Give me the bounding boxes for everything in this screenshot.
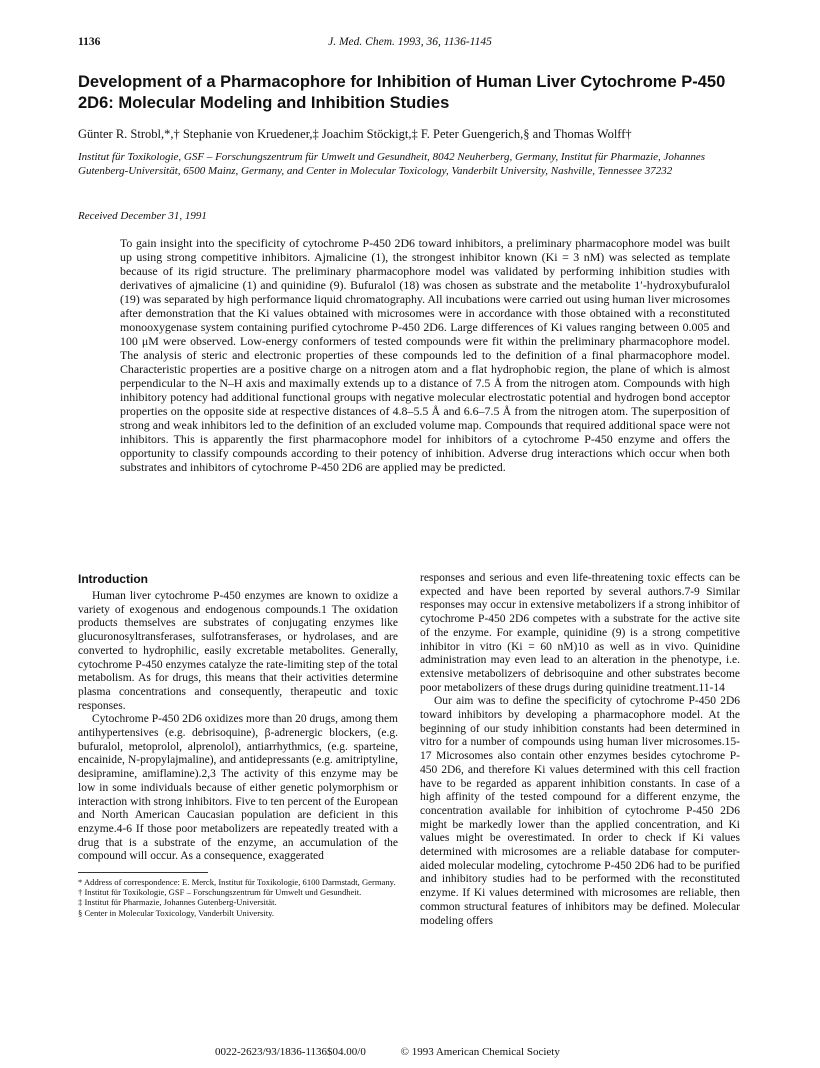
section-heading-introduction: Introduction bbox=[78, 572, 148, 586]
footnote: § Center in Molecular Toxicology, Vanderbilt University. bbox=[78, 907, 275, 918]
affiliations: Institut für Toxikologie, GSF – Forschungszentrum für Umwelt und Gesundheit, 8042 Neuherberg, Germany, Institut für Pharmazie, Johannes Gutenberg-Universität, 6500 Mainz, Germany, and Center in Molecular Toxicology, Vanderbilt University, Nashville, Tennessee 37232 bbox=[78, 151, 706, 177]
left-column bbox=[78, 572, 398, 918]
footnote: † Institut für Toxikologie, GSF – Forschungszentrum für Umwelt und Gesundheit. bbox=[78, 887, 362, 898]
footnote: ‡ Institut für Pharmazie, Johannes Gutenberg-Universität. bbox=[78, 897, 277, 908]
running-head bbox=[78, 36, 742, 52]
received-date: Received December 31, 1991 bbox=[78, 210, 207, 222]
body-paragraph: Our aim was to define the specificity of cytochrome P-450 2D6 toward inhibitors by developing a pharmacophore model. At the beginning of our study inhibition constants had been determined in vitro for a number of compounds using human liver microsomes.15-17 Microsomes also contain other enzymes besides cytochrome P-450 2D6, and therefore Ki values determined with this cell fraction have to be regarded as apparent inhibition constants. In case of a high affinity of the tested compound for a different enzyme, the concentration available for inhibition of cytochrome P-450 2D6 might be markedly lower than the applied concentration, and Ki values might be overestimated. In order to check if Ki values determined with microsomes are a reliable database for computer-aided molecular modeling, cytochrome P-450 2D6 had to be purified and inhibitory studies had to be performed with the reconstituted enzyme. If Ki values determined with microsomes are reliable, then common structural features of inhibitors may be defined. Molecular modeling offers bbox=[420, 695, 740, 927]
footnote: * Address of correspondence: E. Merck, Institut für Toxikologie, 6100 Darmstadt, Germany. bbox=[78, 877, 396, 888]
page-number: 1136 bbox=[78, 36, 101, 48]
article-title: Development of a Pharmacophore for Inhibition of Human Liver Cytochrome P-450 2D6: Molecular Modeling and Inhibition Studies bbox=[78, 73, 726, 112]
author-list: Günter R. Strobl,*,† Stephanie von Kruedener,‡ Joachim Stöckigt,‡ F. Peter Guengerich,§ and Thomas Wolff† bbox=[78, 127, 632, 141]
footnote-divider bbox=[78, 872, 208, 873]
body-paragraph: responses and serious and even life-threatening toxic effects can be expected and have been reported by several authors.7-9 Similar responses may occur in extensive metabolizers if a strong inhibitor of cytochrome P-450 2D6 competes with a substrate for the active site of the enzyme. For example, quinidine (9) is a strong competitive inhibitor in vitro (Ki = 60 nM)10 as well as in vivo. Quinidine administration may even lead to an alteration in the phenotype, i.e. extensive metabolizers of debrisoquine and other substrates become poor metabolizers of these drugs during quinidine treatment.11-14 bbox=[420, 572, 740, 694]
right-column bbox=[420, 572, 740, 928]
body-paragraph: Cytochrome P-450 2D6 oxidizes more than 20 drugs, among them antihypertensives (e.g. debrisoquine), β-adrenergic blockers, (e.g. bufuralol, metoprolol, alprenolol), antiarrhythmics, (e.g. sparteine, encainide, N-propylajmaline), and antidepressants (e.g. amitriptyline, desipramine, amiflamine).2,3 The activity of this enzyme may be low in some individuals because of either genetic polymorphism or interaction with strong inhibitors. Five to ten percent of the European and North American Caucasian population are deficient in this enzyme.4-6 If those poor metabolizers are repeatedly treated with a drug that is a substrate of the enzyme, an accumulation of the compound will occur. As a consequence, exaggerated bbox=[78, 713, 398, 863]
abstract: To gain insight into the specificity of cytochrome P-450 2D6 toward inhibitors, a preliminary pharmacophore model was built up using strong competitive inhibitors. Ajmalicine (1), the strongest inhibitor known (Ki = 3 nM) was selected as template because of its rigid structure. The preliminary pharmacophore model was validated by performing inhibition studies with derivatives of ajmalicine (1) and quinidine (9). Bufuralol (18) was chosen as substrate and the metabolite 1′-hydroxybufuralol (19) was separated by high performance liquid chromatography. All incubations were carried out using human liver microsomes after demonstration that the Ki values obtained with microsomes were in accordance with those obtained with a reconstituted monooxygenase system containing purified cytochrome P-450 2D6. Large differences of Ki values ranging between 0.005 and 100 μM were observed. Low-energy conformers of tested compounds were fit within the preliminary pharmacophore model. The analysis of steric and electronic properties of these compounds led to the definition of a final pharmacophore model. Characteristic properties are a positive charge on a nitrogen atom and a flat hydrophobic region, the plane of which is almost perpendicular to the N–H axis and maximally extends up to a distance of 7.5 Å from the nitrogen atom. Compounds with high inhibitory potency had additional functional groups with negative molecular electrostatic potential and hydrogen bond acceptor properties on the opposite side at respective distances of 4.8–5.5 Å and 6.6–7.5 Å from the nitrogen atom. The superposition of strong and weak inhibitors led to the definition of an excluded volume map. Compounds that required additional space were not inhibitors. This is apparently the first pharmacophore model for inhibitors of a cytochrome P-450 enzyme and offers the opportunity to classify compounds according to their potency of inhibition. Adverse drug interactions which occur when both substrates and inhibitors of cytochrome P-450 2D6 are applied may be predicted. bbox=[120, 236, 730, 474]
body-columns bbox=[78, 572, 740, 1040]
copyright-notice: © 1993 American Chemical Society bbox=[400, 1046, 560, 1058]
body-paragraph: Human liver cytochrome P-450 enzymes are known to oxidize a variety of exogenous and endogenous compounds.1 The oxidation products themselves are substrates of conjugating enzymes like glucuronosyltransferases, sulfotransferases, or hydrolases, and are converted to hydrophilic, easily excretable metabolites. Generally, cytochrome P-450 enzymes catalyze the rate-limiting step of the total metabolism. As for drugs, this means that their activities determine plasma concentrations and consequently, therapeutic and toxic responses. bbox=[78, 590, 398, 712]
article-code: 0022-2623/93/1836-1136$04.00/0 bbox=[215, 1046, 366, 1058]
journal-citation: J. Med. Chem. 1993, 36, 1136-1145 bbox=[328, 36, 492, 48]
page-footer bbox=[215, 1046, 592, 1058]
